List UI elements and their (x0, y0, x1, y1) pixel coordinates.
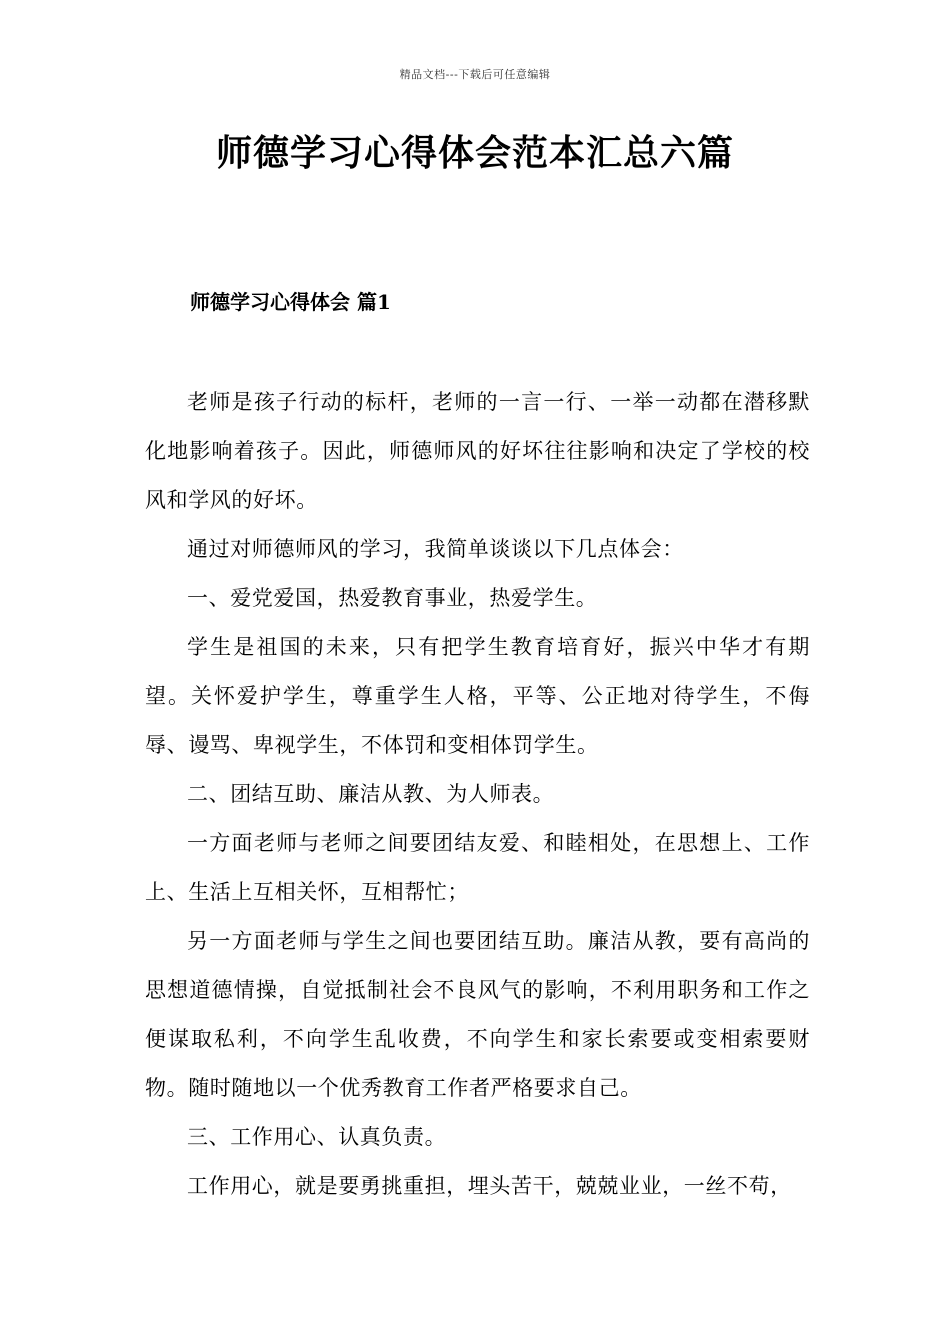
section-heading: 师德学习心得体会 篇1 (190, 290, 391, 314)
paragraph-point-2-heading: 二、团结互助、廉洁从教、为人师表。 (187, 782, 555, 806)
paragraph-intro: 老师是孩子行动的标杆，老师的一言一行、一举一动都在潜移默化地影响着孩子。因此，师德师风的好坏往往影响和决定了学校的校风和学风的好坏。 (145, 390, 810, 512)
paragraph-point-2-body-a: 一方面老师与老师之间要团结友爱、和睦相处，在思想上、工作上、生活上互相关怀，互相帮忙； (145, 831, 810, 904)
paragraph-lead-in: 通过对师德师风的学习，我简单谈谈以下几点体会： (187, 537, 684, 561)
header-note: 精品文档---下载后可任意编辑 (399, 68, 551, 81)
paragraph-point-3-body: 工作用心，就是要勇挑重担，埋头苦干，兢兢业业，一丝不苟， (187, 1174, 792, 1198)
document-title: 师德学习心得体会范本汇总六篇 (215, 132, 734, 174)
paragraph-point-2-body-b: 另一方面老师与学生之间也要团结互助。廉洁从教，要有高尚的思想道德情操，自觉抵制社会不良风气的影响，不利用职务和工作之便谋取私利，不向学生乱收费，不向学生和家长索要或变相索要财物。随时随地以一个优秀教育工作者严格要求自己。 (145, 929, 810, 1100)
paragraph-point-3-heading: 三、工作用心、认真负责。 (187, 1125, 447, 1149)
paragraph-point-1-body: 学生是祖国的未来，只有把学生教育培育好，振兴中华才有期望。关怀爱护学生，尊重学生人格，平等、公正地对待学生，不侮辱、谩骂、卑视学生，不体罚和变相体罚学生。 (145, 635, 810, 757)
paragraph-point-1-heading: 一、爱党爱国，热爱教育事业，热爱学生。 (187, 586, 598, 610)
body-text (145, 378, 810, 1211)
